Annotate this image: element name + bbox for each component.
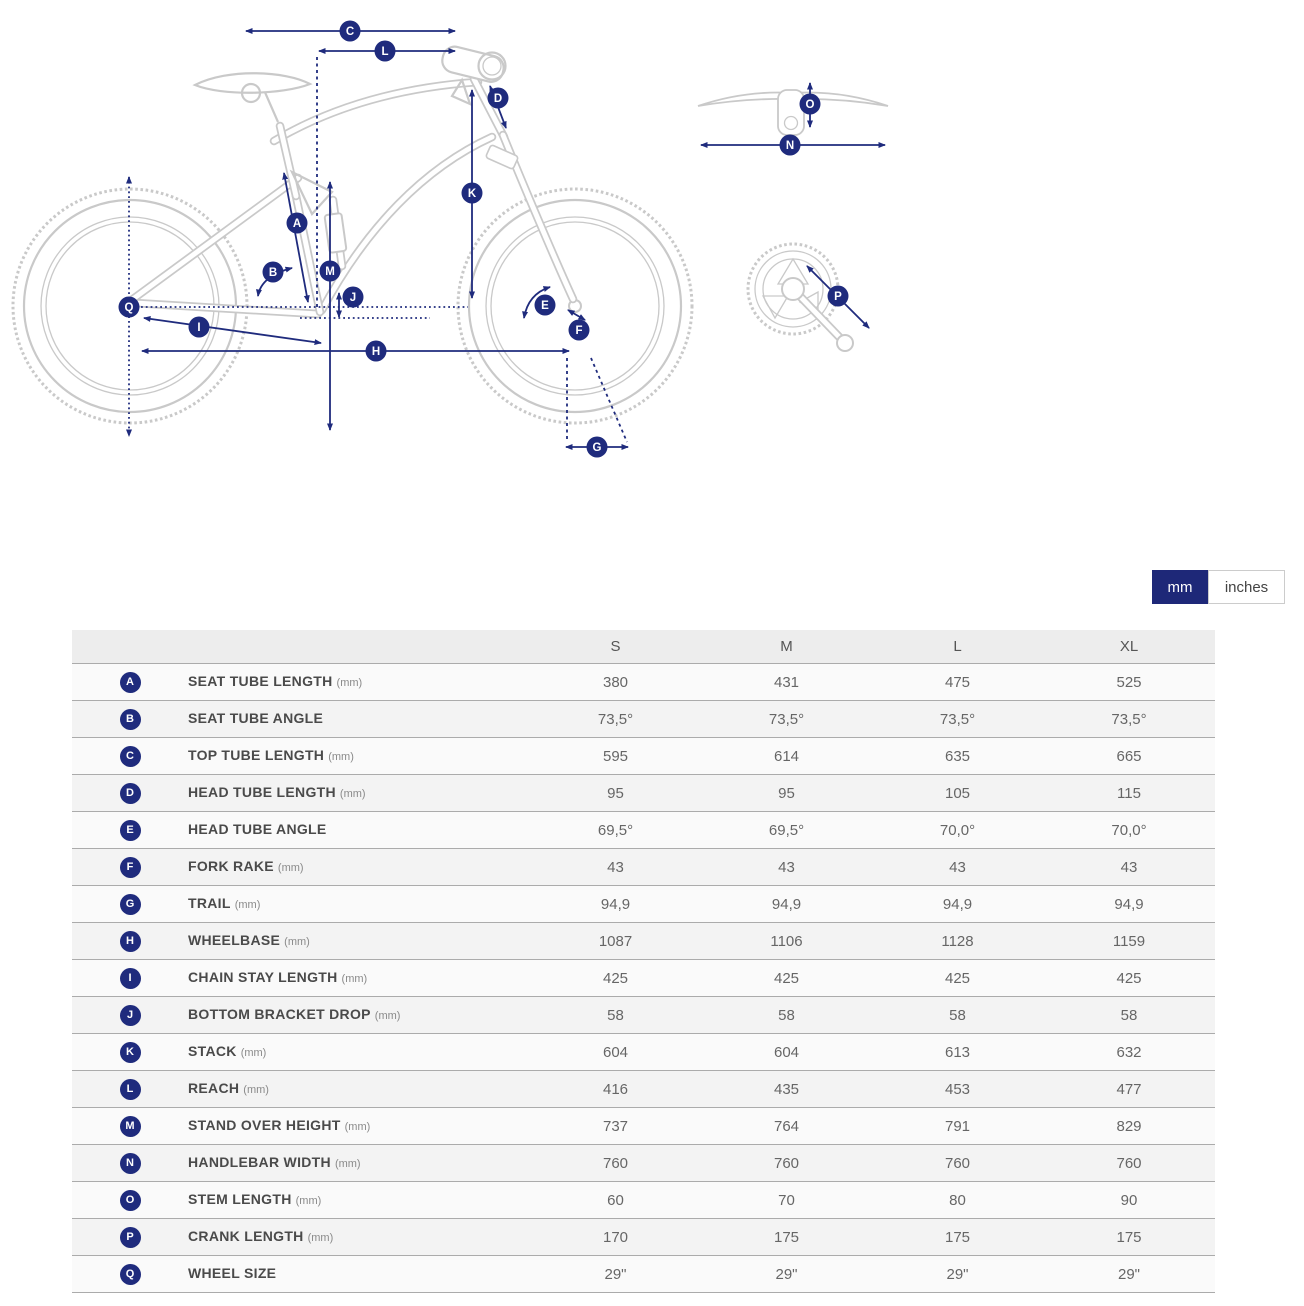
row-label: CRANK LENGTH (188, 1228, 304, 1244)
row-unit: (mm) (336, 677, 363, 689)
diagram-badge-b (263, 262, 284, 283)
table-row (72, 923, 1215, 960)
diagram-badge-l (375, 41, 396, 62)
geometry-value: 73,5° (701, 701, 872, 738)
diagram-badge-letter: B (268, 267, 278, 279)
row-label-cell (188, 1071, 530, 1108)
geometry-value: 425 (530, 960, 701, 997)
geometry-value: 94,9 (1043, 886, 1215, 923)
geometry-value: 760 (530, 1145, 701, 1182)
row-letter-badge: J (120, 1005, 141, 1026)
row-badge-cell (72, 1256, 188, 1293)
row-badge-cell (72, 1034, 188, 1071)
row-label: STEM LENGTH (188, 1191, 292, 1207)
geometry-value: 43 (530, 849, 701, 886)
geometry-value: 829 (1043, 1108, 1215, 1145)
diagram-badge-letter: P (834, 291, 842, 303)
row-label: HEAD TUBE LENGTH (188, 784, 336, 800)
row-label-cell (188, 664, 530, 701)
handlebar-top-view (698, 90, 888, 135)
geometry-diagram-svg (0, 0, 900, 470)
table-row (72, 960, 1215, 997)
table-row (72, 1145, 1215, 1182)
geometry-value: 475 (872, 664, 1043, 701)
row-letter-badge: G (120, 894, 141, 915)
row-badge-cell (72, 664, 188, 701)
geometry-value: 760 (701, 1145, 872, 1182)
row-label: HANDLEBAR WIDTH (188, 1154, 331, 1170)
diagram-badge-letter: O (805, 99, 815, 111)
row-label: SEAT TUBE ANGLE (188, 710, 324, 726)
row-label-cell (188, 1108, 530, 1145)
geometry-value: 70,0° (1043, 812, 1215, 849)
row-label: REACH (188, 1080, 240, 1096)
bike-illustration (13, 44, 888, 423)
geometry-value: 58 (530, 997, 701, 1034)
row-unit: (mm) (334, 1158, 361, 1170)
row-badge-cell (72, 775, 188, 812)
row-label-cell (188, 812, 530, 849)
arrow-i-chainstay (144, 318, 321, 343)
geometry-value: 453 (872, 1071, 1043, 1108)
diagram-badge-a (287, 213, 308, 234)
geometry-value: 614 (701, 738, 872, 775)
row-badge-cell (72, 960, 188, 997)
row-label: CHAIN STAY LENGTH (188, 969, 338, 985)
diagram-badge-letter: N (785, 140, 795, 152)
geometry-value: 43 (701, 849, 872, 886)
diagram-badge-letter: E (541, 300, 549, 312)
table-row (72, 1182, 1215, 1219)
row-label-cell (188, 1145, 530, 1182)
row-unit: (mm) (374, 1010, 401, 1022)
geometry-value: 635 (872, 738, 1043, 775)
geometry-value: 737 (530, 1108, 701, 1145)
geometry-value: 760 (872, 1145, 1043, 1182)
row-letter-badge: F (120, 857, 141, 878)
diagram-badge-f (569, 320, 590, 341)
table-row (72, 1256, 1215, 1293)
geometry-value: 58 (701, 997, 872, 1034)
header-spacer-label (188, 630, 530, 664)
table-row (72, 997, 1215, 1034)
geometry-value: 525 (1043, 664, 1215, 701)
table-row (72, 1071, 1215, 1108)
column-header-l: L (872, 630, 1043, 664)
diagram-badge-c (340, 21, 361, 42)
row-badge-cell (72, 997, 188, 1034)
diagram-badge-letter: C (345, 26, 355, 38)
diagram-badge-letter: H (371, 346, 381, 358)
row-label: FORK RAKE (188, 858, 274, 874)
row-unit: (mm) (307, 1232, 334, 1244)
row-label: WHEELBASE (188, 932, 281, 948)
row-label: BOTTOM BRACKET DROP (188, 1006, 371, 1022)
diagram-badge-p (828, 286, 849, 307)
row-unit: (mm) (240, 1047, 267, 1059)
diagram-badge-d (488, 88, 509, 109)
table-row (72, 849, 1215, 886)
row-label-cell (188, 1219, 530, 1256)
diagram-badge-i (189, 317, 210, 338)
geometry-value: 604 (530, 1034, 701, 1071)
row-badge-cell (72, 849, 188, 886)
row-letter-badge: P (120, 1227, 141, 1248)
row-badge-cell (72, 1108, 188, 1145)
row-letter-badge: N (120, 1153, 141, 1174)
geometry-value: 665 (1043, 738, 1215, 775)
geometry-value: 170 (530, 1219, 701, 1256)
row-unit: (mm) (344, 1121, 371, 1133)
row-unit: (mm) (243, 1084, 269, 1096)
geometry-value: 105 (872, 775, 1043, 812)
row-badge-cell (72, 701, 188, 738)
diagram-badge-j (343, 287, 364, 308)
geometry-value: 431 (701, 664, 872, 701)
geometry-value: 43 (1043, 849, 1215, 886)
table-row (72, 812, 1215, 849)
geometry-value: 70,0° (872, 812, 1043, 849)
row-unit: (mm) (277, 862, 304, 874)
geometry-table (72, 630, 1215, 1293)
geometry-value: 95 (701, 775, 872, 812)
table-row (72, 1034, 1215, 1071)
row-letter-badge: A (120, 672, 141, 693)
geometry-value: 435 (701, 1071, 872, 1108)
row-unit: (mm) (295, 1195, 322, 1207)
table-row (72, 1108, 1215, 1145)
geometry-value: 425 (872, 960, 1043, 997)
row-unit: (mm) (339, 788, 366, 800)
diagram-badge-letter: F (575, 325, 583, 337)
geometry-value: 60 (530, 1182, 701, 1219)
geometry-value: 69,5° (530, 812, 701, 849)
geometry-value: 58 (872, 997, 1043, 1034)
front-wheel (458, 189, 692, 423)
frame (133, 44, 573, 314)
geometry-value: 29" (701, 1256, 872, 1293)
row-letter-badge: K (120, 1042, 141, 1063)
diagram-badge-letter: G (592, 442, 602, 454)
table-row (72, 775, 1215, 812)
row-badge-cell (72, 738, 188, 775)
row-label-cell (188, 1034, 530, 1071)
geometry-value: 380 (530, 664, 701, 701)
geometry-value: 791 (872, 1108, 1043, 1145)
row-letter-badge: B (120, 709, 141, 730)
row-badge-cell (72, 1182, 188, 1219)
column-header-xl: XL (1043, 630, 1215, 664)
geometry-value: 1106 (701, 923, 872, 960)
geometry-value: 477 (1043, 1071, 1215, 1108)
diagram-badge-letter: D (493, 93, 503, 105)
diagram-badge-h (366, 341, 387, 362)
row-label: HEAD TUBE ANGLE (188, 821, 327, 837)
diagram-badge-e (535, 295, 556, 316)
geometry-value: 29" (530, 1256, 701, 1293)
row-badge-cell (72, 886, 188, 923)
geometry-value: 69,5° (701, 812, 872, 849)
geometry-value: 94,9 (701, 886, 872, 923)
diagram-badge-letter: L (381, 46, 389, 58)
row-badge-cell (72, 923, 188, 960)
row-badge-cell (72, 1145, 188, 1182)
geometry-value: 94,9 (872, 886, 1043, 923)
row-unit: (mm) (341, 973, 368, 985)
row-label-cell (188, 886, 530, 923)
geometry-value: 94,9 (530, 886, 701, 923)
row-letter-badge: O (120, 1190, 141, 1211)
table-row (72, 738, 1215, 775)
geometry-value: 43 (872, 849, 1043, 886)
row-label-cell (188, 849, 530, 886)
geometry-value: 95 (530, 775, 701, 812)
diagram-badge-k (462, 183, 483, 204)
diagram-badge-n (780, 135, 801, 156)
row-label: TRAIL (188, 895, 231, 911)
units-mm-button[interactable]: mm (1152, 570, 1208, 604)
bike-geometry-diagram (0, 0, 900, 470)
diagram-badge-g (587, 437, 608, 458)
geometry-value: 764 (701, 1108, 872, 1145)
row-badge-cell (72, 812, 188, 849)
geometry-value: 1159 (1043, 923, 1215, 960)
diagram-badge-letter: K (467, 188, 477, 200)
row-label-cell (188, 1182, 530, 1219)
geometry-value: 416 (530, 1071, 701, 1108)
row-label-cell (188, 1256, 530, 1293)
geometry-value: 58 (1043, 997, 1215, 1034)
geometry-value: 175 (701, 1219, 872, 1256)
row-letter-badge: C (120, 746, 141, 767)
row-letter-badge: E (120, 820, 141, 841)
row-unit: (mm) (234, 899, 261, 911)
row-letter-badge: I (120, 968, 141, 989)
geometry-value: 73,5° (1043, 701, 1215, 738)
table-row (72, 701, 1215, 738)
row-label: STACK (188, 1043, 237, 1059)
row-label: STAND OVER HEIGHT (188, 1117, 341, 1133)
row-label: WHEEL SIZE (188, 1265, 277, 1281)
geometry-value: 604 (701, 1034, 872, 1071)
geometry-value: 70 (701, 1182, 872, 1219)
geometry-value: 595 (530, 738, 701, 775)
table-row (72, 664, 1215, 701)
row-label-cell (188, 997, 530, 1034)
row-label-cell (188, 775, 530, 812)
table-row (72, 886, 1215, 923)
geometry-value: 1128 (872, 923, 1043, 960)
row-label: TOP TUBE LENGTH (188, 747, 325, 763)
row-label-cell (188, 960, 530, 997)
diagram-badge-letter: A (292, 218, 302, 230)
row-label-cell (188, 738, 530, 775)
diagram-badge-letter: M (325, 266, 335, 278)
row-unit: (mm) (284, 936, 310, 948)
geometry-table-header (72, 630, 1215, 664)
geometry-value: 29" (872, 1256, 1043, 1293)
column-header-s: S (530, 630, 701, 664)
diagram-badge-o (800, 94, 821, 115)
diagram-badge-m (320, 261, 341, 282)
geometry-value: 613 (872, 1034, 1043, 1071)
geometry-value: 760 (1043, 1145, 1215, 1182)
diagram-badge-letter: Q (124, 302, 134, 314)
diagram-badge-letter: I (197, 322, 201, 334)
diagram-badge-letter: J (349, 292, 357, 304)
geometry-value: 632 (1043, 1034, 1215, 1071)
row-label: SEAT TUBE LENGTH (188, 673, 333, 689)
geometry-value: 73,5° (872, 701, 1043, 738)
header-spacer-badge (72, 630, 188, 664)
units-inches-button[interactable]: inches (1208, 570, 1285, 604)
row-unit: (mm) (328, 751, 354, 763)
row-letter-badge: H (120, 931, 141, 952)
units-toggle (1152, 570, 1285, 604)
row-label-cell (188, 923, 530, 960)
geometry-value: 1087 (530, 923, 701, 960)
geometry-value: 175 (1043, 1219, 1215, 1256)
row-letter-badge: L (120, 1079, 141, 1100)
geometry-value: 29" (1043, 1256, 1215, 1293)
table-row (72, 1219, 1215, 1256)
row-label-cell (188, 701, 530, 738)
row-letter-badge: M (120, 1116, 141, 1137)
geometry-value: 115 (1043, 775, 1215, 812)
row-letter-badge: D (120, 783, 141, 804)
geometry-value: 90 (1043, 1182, 1215, 1219)
column-header-m: M (701, 630, 872, 664)
geometry-value: 425 (701, 960, 872, 997)
row-badge-cell (72, 1219, 188, 1256)
geometry-value: 73,5° (530, 701, 701, 738)
geometry-value: 80 (872, 1182, 1043, 1219)
row-badge-cell (72, 1071, 188, 1108)
row-letter-badge: Q (120, 1264, 141, 1285)
geometry-value: 175 (872, 1219, 1043, 1256)
diagram-badge-q (119, 297, 140, 318)
geometry-value: 425 (1043, 960, 1215, 997)
